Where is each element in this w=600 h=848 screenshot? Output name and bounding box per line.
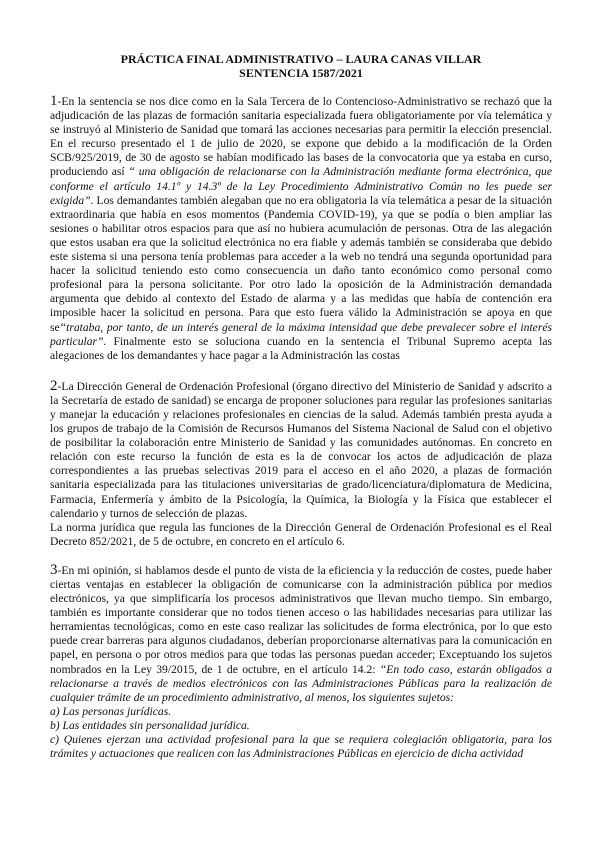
section-2-paragraph-b: La norma jurídica que regula las funciones de la Dirección General de Ordenación Profesional es el Real Decreto 852/2021, de 5 de octubre, en concreto en el artículo 6. (50, 520, 552, 548)
section-1-quote-2: “trataba, por tanto, de un interés general de la máxima intensidad que debe prevalecer sobre el interés particular”. (50, 320, 552, 348)
section-3-quote: “En todo caso, estarán obligados a relacionarse a través de medios electrónicos con las Administraciones Públicas para la realización de cualquier trámite de un procedimiento administrativo, al menos, los siguientes sujetos: (50, 662, 552, 704)
document-title: PRÁCTICA FINAL ADMINISTRATIVO – LAURA CANAS VILLAR (120, 52, 482, 66)
section-2-paragraph (50, 379, 552, 521)
section-3-number: 3 (50, 561, 58, 578)
section-1-number: 1 (50, 93, 58, 109)
section-1-paragraph (50, 94, 552, 363)
section-3-text-a: -En mi opinión, si hablamos desde el punto de vista de la eficiencia y la reducción de costes, puede haber ciertas ventajas en establecer la obligación de comunicarse con la administración pública por medios electrónicos, ya que simplificaría los procesos administrativos que llevan mucho tiempo. Sin embargo, también es importante considerar que no todos tienen acceso o las habilidades necesarias para utilizar las herramientas tecnológicas, como en este caso realizar las solicitudes de forma electrónica, por lo que esto puede crear barreras para algunos ciudadanos, deberían proporcionarse alternativas para la comunicación en papel, en persona o por otros medios para que todas las personas puedan acceder; Exceptuando los sujetos nombrados en la Ley 39/2015, de 1 de octubre, en el artículo 14.2: (50, 563, 552, 676)
law-list-item-b: b) Las entidades sin personalidad jurídica. (50, 718, 250, 732)
law-list-item-c: c) Quienes ejerzan una actividad profesional para la que se requiera colegiación obligatoria, para los trámites y actuaciones que realicen con las Administraciones Públicas en ejercicio de dicha actividad (50, 733, 552, 761)
document-subtitle: SENTENCIA 1587/2021 (239, 66, 363, 80)
law-list-item-a: a) Las personas jurídicas. (50, 704, 172, 718)
document-page (50, 52, 552, 761)
section-1-text-b: Los demandantes también alegaban que no era obligatoria la vía telemática a pesar de la situación extraordinaria que había en esos momentos (Pandemia COVID-19), ya que se podía o bien ampliar las sesiones o habilitar otros espacios para que así no hubiera acumulación de personas. Otra de las alegación que estos usaban era que la solicitud electrónica no era fiable y además también se consideraba que debido este sistema si una persona tenía problemas para acceder a la web no tendrá una segunda oportunidad para hacer la solicitud teniendo esto como consecuencia un daño tanto económico como personal como profesional para la persona solicitante. Por otro lado la oposición de la Administración demandada argumenta que debido al contexto del Estado de alarma y a las medidas que había de contención era imposible hacer la solicitud en persona. Para que esto fuera válido la Administración se apoya en que se (50, 193, 552, 334)
section-1-quote-1: “ una obligación de relacionarse con la Administración mediante forma electrónica, que conforme el artículo 14.1º y 14.3º de la Ley Procedimiento Administrativo Común no les puede ser exigida”. (50, 165, 552, 207)
section-2-number: 2 (50, 377, 58, 394)
section-2-text-a: -La Dirección General de Ordenación Profesional (órgano directivo del Ministerio de Sanidad y adscrito a la Secretaría de estado de sanidad) se encarga de proponer soluciones para regular las profesiones sanitarias y manejar la educación y relaciones profesionales en ciencias de la salud. Además también presta ayuda a los grupos de trabajo de la Comisión de Recursos Humanos del Sistema Nacional de Salud con el objetivo de posibilitar la colaboración entre Ministerio de Sanidad y las comunidades autónomas. En concreto en relación con este recurso la función de esta es la de convocar los actos de adjudicación de plaza correspondientes a las pruebas selectivas 2019 para el acceso en el año 2020, a plazas de formación sanitaria especializada para las titulaciones universitarias de grado/licenciatura/diplomatura de Medicina, Farmacia, Enfermería y ámbito de la Psicología, la Química, la Biología y la Física que establecer el calendario y turnos de selección de plazas. (50, 379, 552, 520)
section-1-text-a: -En la sentencia se nos dice como en la Sala Tercera de lo Contencioso-Administrativo se rechazó que la adjudicación de las plazas de formación sanitaria especializada fuera obligatoriamente por vía telemática y se instruyó al Ministerio de Sanidad que tomará las acciones necesarias para permitir la elección presencial. En el recurso presentado el 1 de julio de 2020, se expone que debido a la modificación de la Orden SCB/925/2019, de 30 de agosto se habían modificado las bases de la convocatoria que ya estaba en curso, produciendo así (50, 95, 552, 179)
section-3-paragraph (50, 563, 552, 705)
section-1-text-c: Finalmente esto se soluciona cuando en la sentencia el Tribunal Supremo acepta las alegaciones de los demandantes y hace pagar a la Administración las costas (50, 334, 552, 362)
